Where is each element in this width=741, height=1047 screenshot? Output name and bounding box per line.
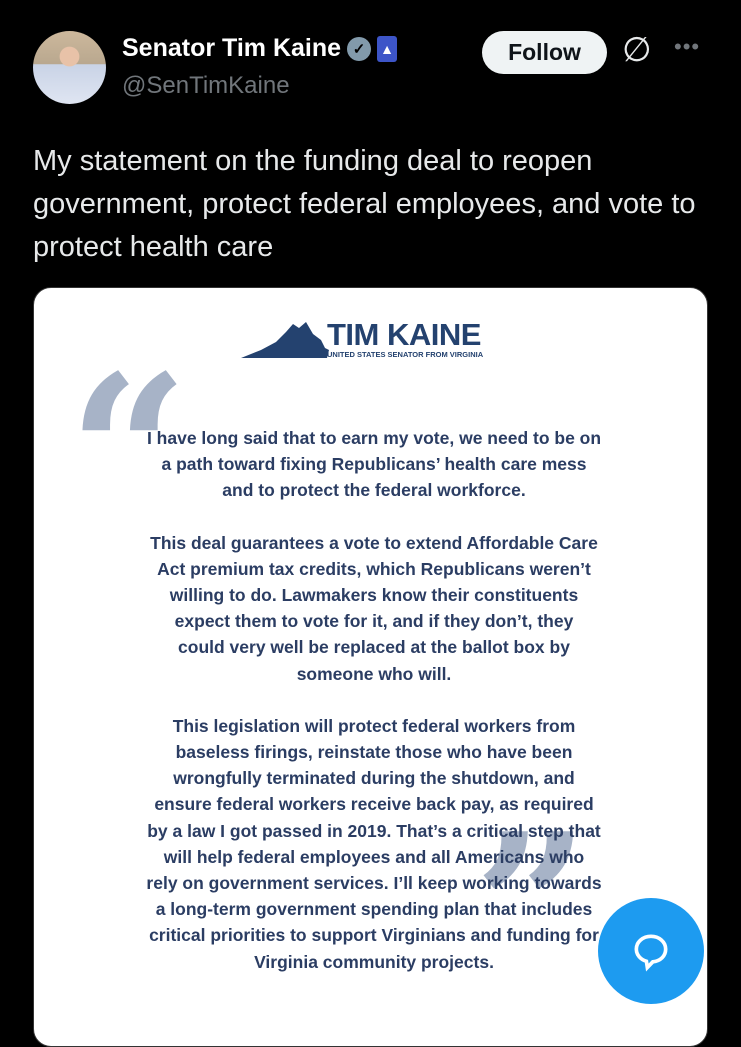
statement-line: someone who will.: [296, 663, 452, 684]
more-options-icon[interactable]: •••: [674, 34, 701, 59]
statement-line: baseless firings, reinstate those who have been: [175, 742, 573, 763]
statement-line: Act premium tax credits, which Republicans weren’t: [157, 558, 591, 579]
statement-line: wrongfully terminated during the shutdown, and: [173, 768, 575, 789]
statement-line: Virginia community projects.: [254, 951, 494, 972]
statement-line: a path toward fixing Republicans’ health care mess: [161, 454, 587, 475]
close-quote-icon: ”: [474, 790, 590, 1025]
statement-paragraph: [74, 425, 674, 504]
statement-line: rely on government services. I’ll keep working towards: [146, 873, 602, 894]
statement-line: ensure federal workers receive back pay, as required: [154, 794, 594, 815]
statement-line: will help federal employees and all Americans who: [163, 846, 585, 867]
statement-line: expect them to vote for it, and if they don’t, they: [174, 611, 574, 632]
grok-icon[interactable]: ∅: [622, 31, 652, 69]
statement-line: This deal guarantees a vote to extend Affordable Care: [150, 532, 598, 553]
avatar[interactable]: [33, 31, 106, 104]
open-quote-icon: “: [68, 329, 189, 576]
author-handle[interactable]: @SenTimKaine: [122, 72, 290, 99]
logo-title: TIM KAINE: [327, 317, 481, 352]
tweet-text: My statement on the funding deal to reopen government, protect federal employees, and vote to protect health care: [33, 145, 696, 263]
statement-paragraph: [74, 713, 674, 1025]
follow-button[interactable]: Follow: [482, 31, 607, 74]
author-name[interactable]: Senator Tim Kaine: [122, 34, 342, 62]
virginia-map-icon: [241, 320, 331, 360]
statement-line: willing to do. Lawmakers know their constituents: [169, 585, 579, 606]
author-name-row[interactable]: [122, 34, 397, 63]
reply-fab-button[interactable]: [598, 898, 704, 1004]
statement-line: and to protect the federal workforce.: [222, 480, 526, 501]
logo: [241, 317, 484, 360]
statement-line: a long-term government spending plan that includes: [155, 899, 593, 920]
statement-line: I have long said that to earn my vote, we need to be on: [146, 428, 602, 448]
statement-line: This legislation will protect federal workers from: [172, 715, 576, 736]
capitol-icon: ▲: [377, 36, 397, 62]
statement-body: [74, 425, 674, 1025]
statement-paragraph: [74, 530, 674, 687]
verified-badge-icon: ✓: [347, 37, 371, 61]
logo-subtitle: UNITED STATES SENATOR FROM VIRGINIA: [327, 350, 484, 359]
statement-line: by a law I got passed in 2019. That’s a critical step that: [147, 820, 601, 841]
statement-line: could very well be replaced at the ballot box by: [178, 637, 570, 658]
statement-line: critical priorities to support Virginians and funding for: [149, 925, 599, 946]
chat-bubble-icon: [629, 929, 673, 973]
